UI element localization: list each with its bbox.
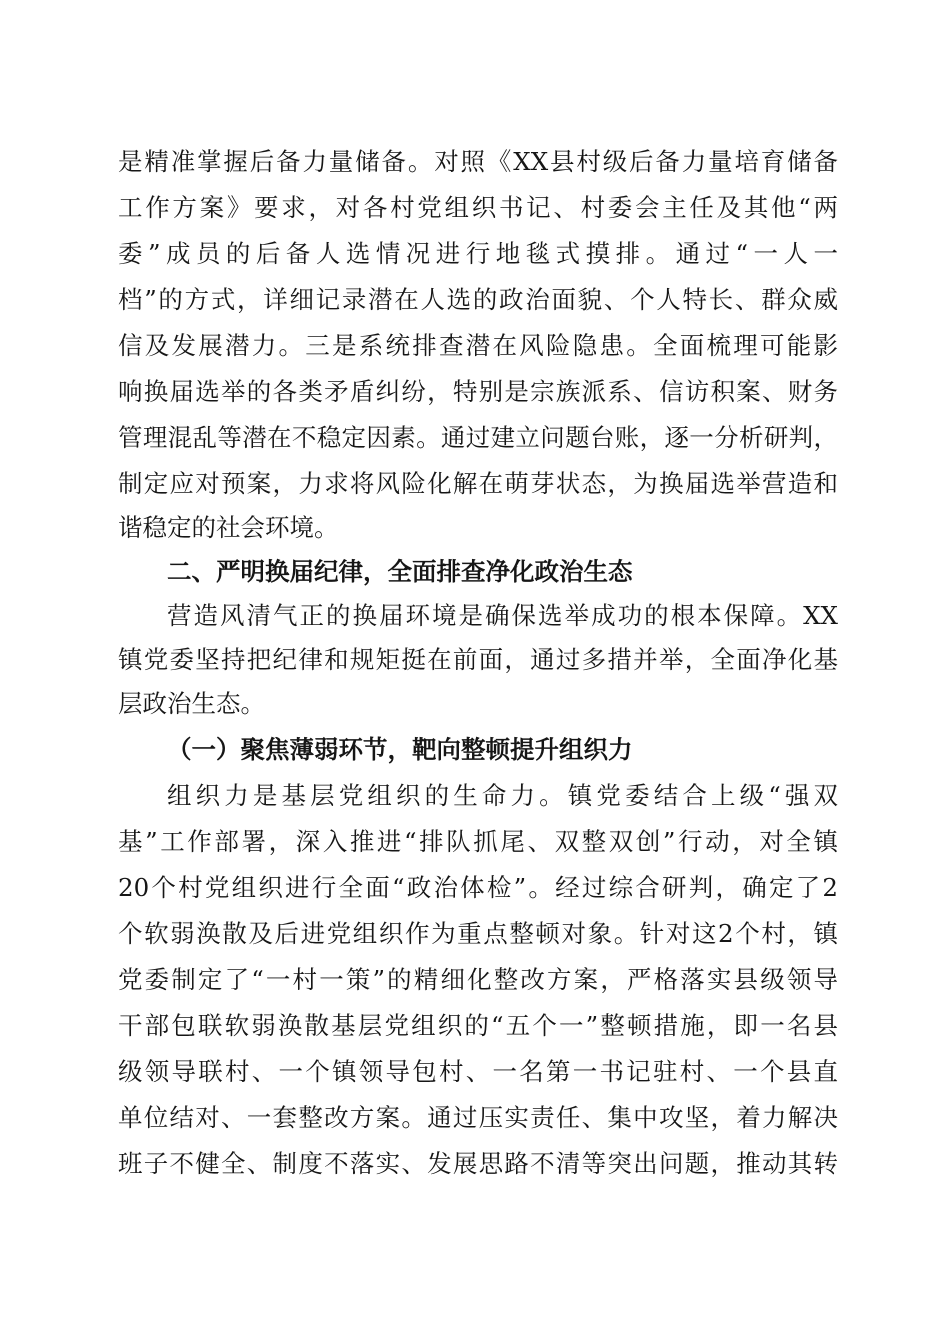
paragraph-line: 个软弱涣散及后进党组织作为重点整顿对象。针对这2个村，镇 — [118, 919, 838, 948]
paragraph-line: 工作方案》要求，对各村党组织书记、村委会主任及其他“两 — [118, 193, 838, 222]
paragraph-line: 干部包联软弱涣散基层党组织的“五个一”整顿措施，即一名县 — [118, 1011, 838, 1040]
paragraph-line: 委”成员的后备人选情况进行地毯式摸排。通过“一人一 — [118, 239, 838, 268]
paragraph-line: 单位结对、一套整改方案。通过压实责任、集中攻坚，着力解决 — [118, 1103, 838, 1132]
paragraph-line: 镇党委坚持把纪律和规矩挺在前面，通过多措并举，全面净化基 — [118, 645, 838, 674]
paragraph-line: 组织力是基层党组织的生命力。镇党委结合上级“强双 — [167, 781, 838, 810]
subsection-heading: （一）聚焦薄弱环节，靶向整顿提升组织力 — [167, 735, 633, 764]
section-heading: 二、严明换届纪律，全面排查净化政治生态 — [167, 557, 633, 586]
paragraph-line: 班子不健全、制度不落实、发展思路不清等突出问题，推动其转 — [118, 1149, 838, 1178]
paragraph-line: 管理混乱等潜在不稳定因素。通过建立问题台账，逐一分析研判， — [118, 423, 838, 452]
paragraph-line: 层政治生态。 — [118, 689, 265, 718]
paragraph-line: 级领导联村、一个镇领导包村、一名第一书记驻村、一个县直 — [118, 1057, 838, 1086]
paragraph-line: 制定应对预案，力求将风险化解在萌芽状态，为换届选举营造和 — [118, 469, 838, 498]
paragraph-line: 营造风清气正的换届环境是确保选举成功的根本保障。XX — [167, 601, 838, 630]
paragraph-line: 是精准掌握后备力量储备。对照《XX县村级后备力量培育储备 — [118, 147, 838, 176]
paragraph-line: 响换届选举的各类矛盾纠纷，特别是宗族派系、信访积案、财务 — [118, 377, 838, 406]
paragraph-line: 基”工作部署，深入推进“排队抓尾、双整双创”行动，对全镇 — [118, 827, 838, 856]
paragraph-line: 档”的方式，详细记录潜在人选的政治面貌、个人特长、群众威 — [118, 285, 838, 314]
paragraph-line: 党委制定了“一村一策”的精细化整改方案，严格落实县级领导 — [118, 965, 838, 994]
paragraph-line: 信及发展潜力。三是系统排查潜在风险隐患。全面梳理可能影 — [118, 331, 838, 360]
paragraph-line: 谐稳定的社会环境。 — [118, 513, 339, 542]
paragraph-line: 20个村党组织进行全面“政治体检”。经过综合研判，确定了2 — [118, 873, 838, 902]
